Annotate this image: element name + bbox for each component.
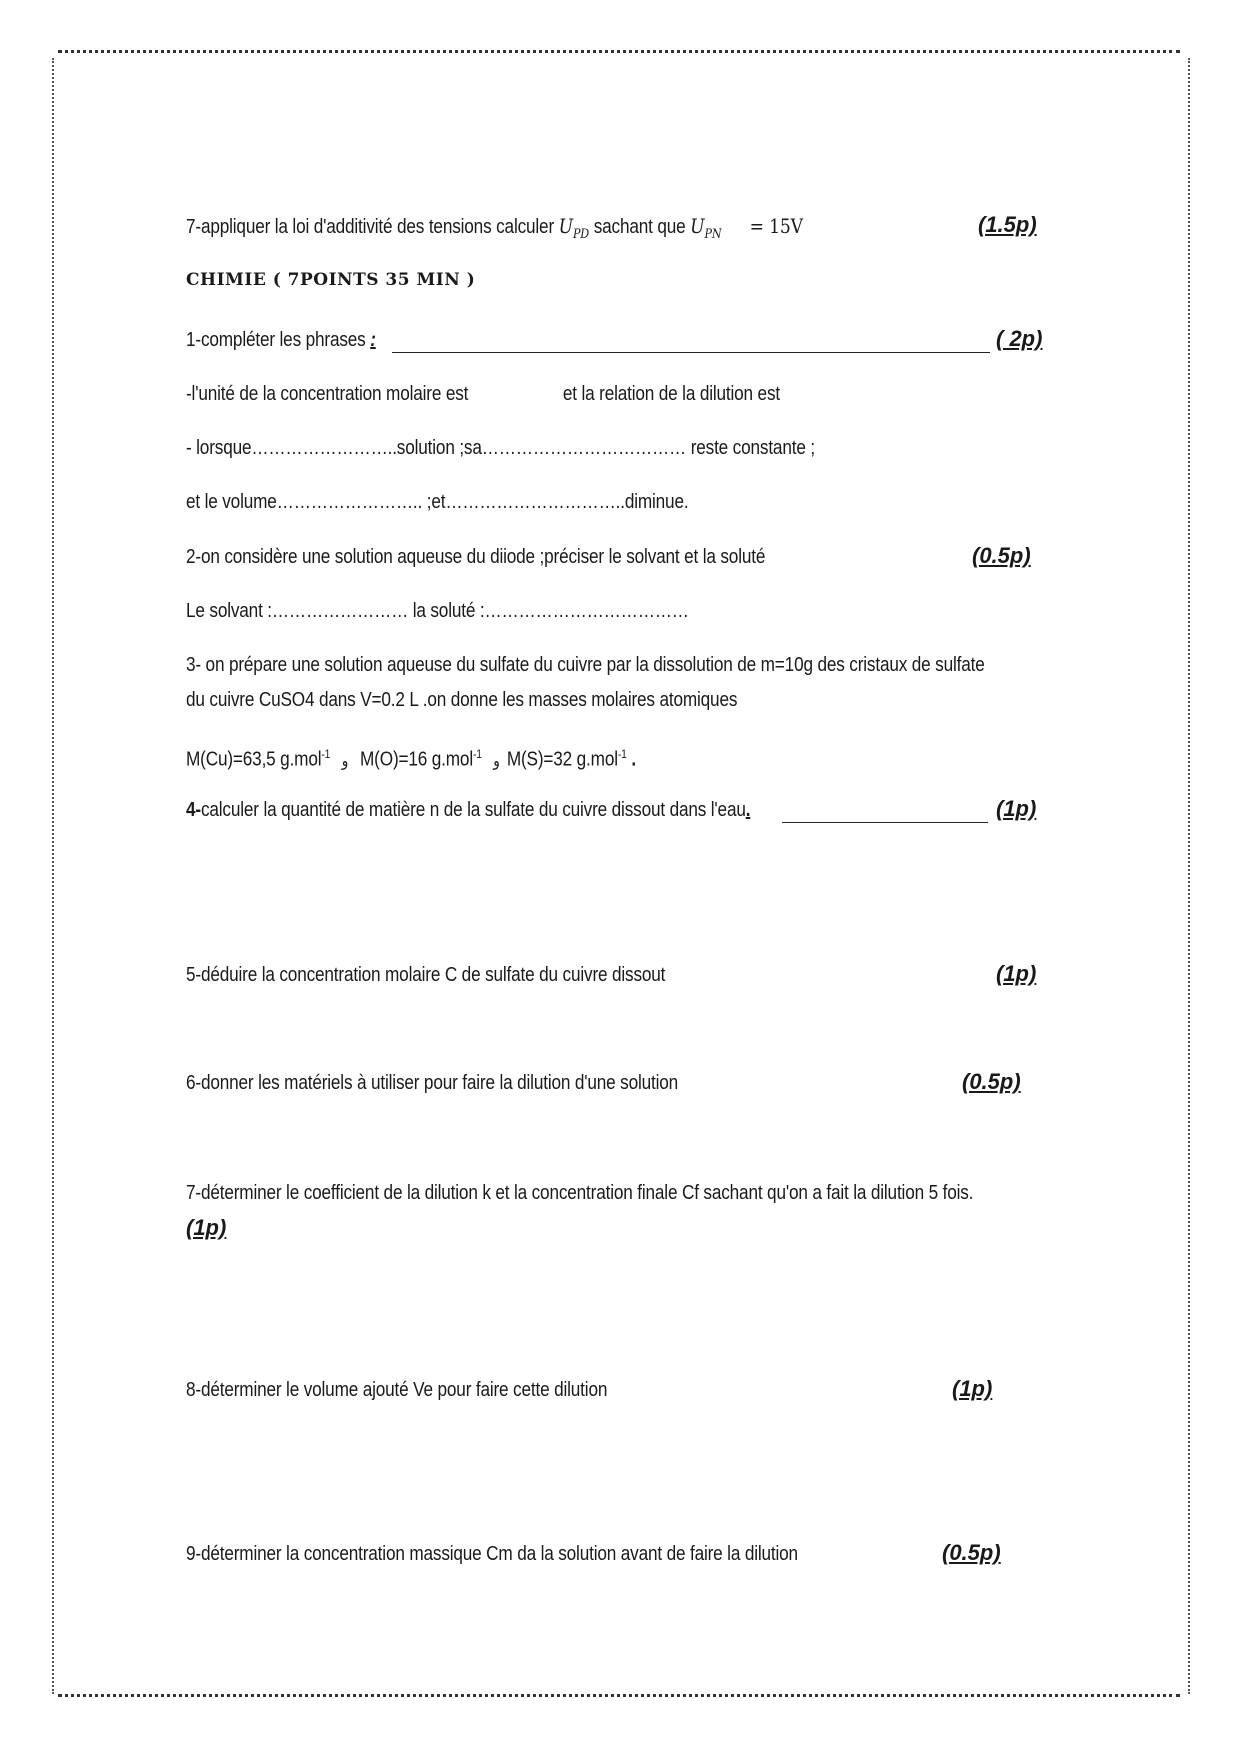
points-q1: ( 2p) — [996, 326, 1043, 351]
page-border-right — [1188, 58, 1190, 1694]
phrase-3: et le volume…………………….. ;et…………………………..diminue. — [186, 491, 689, 513]
chimie-question-2: 2-on considère une solution aqueuse du diiode ;préciser le solvant et la soluté — [186, 546, 766, 568]
chimie-question-9: 9-déterminer la concentration massique Cm da la solution avant de faire la dilution — [186, 1543, 798, 1565]
points-q2: (0.5p) — [972, 543, 1031, 568]
chimie-question-3-line1: 3- on prépare une solution aqueuse du sulfate du cuivre par la dissolution de m=10g des cristaux de sulfate — [186, 654, 985, 676]
chimie-question-1: 1-compléter les phrases : — [186, 329, 376, 351]
points-q4: (1p) — [996, 796, 1037, 821]
u-pd-symbol: $U_{PD}$ — [558, 214, 590, 242]
points-q6: (0.5p) — [962, 1069, 1021, 1094]
points-q9: (0.5p) — [942, 1540, 1001, 1565]
chimie-question-5: 5-déduire la concentration molaire C de sulfate du cuivre dissout — [186, 964, 666, 986]
underline-q1 — [392, 352, 990, 353]
page-border-bottom — [58, 1694, 1180, 1697]
chimie-question-4: 4-calculer la quantité de matière n de la sulfate du cuivre dissout dans l'eau. — [186, 799, 751, 821]
chimie-question-7: 7-déterminer le coefficient de la dilution k et la concentration finale Cf sachant qu'on a fait la dilution 5 fois. — [186, 1182, 974, 1204]
points-q7: (1p) — [186, 1215, 227, 1240]
u-pn-symbol: $U_{PN}$ — [690, 214, 722, 242]
molar-masses: M(Cu)=63,5 g.mol$^{-1}$ و M(O)=16 g.mol$^{-1}$ و M(S)=32 g.mol$^{-1}$ . — [186, 747, 636, 771]
page-border-left — [52, 58, 54, 1694]
points-q5: (1p) — [996, 961, 1037, 986]
underline-q4 — [782, 822, 988, 823]
phrase-1: -l'unité de la concentration molaire est et la relation de la dilution est — [186, 383, 780, 405]
chimie-question-6: 6-donner les matériels à utiliser pour faire la dilution d'une solution — [186, 1072, 679, 1094]
q2-answer-line: Le solvant :…………………… la soluté :……………………………… — [186, 600, 689, 622]
points-physique-q7: (1.5p) — [978, 212, 1037, 237]
section-title-chimie: CHIMIE ( 7POINTS 35 MIN ) — [186, 270, 476, 290]
chimie-question-8: 8-déterminer le volume ajouté Ve pour faire cette dilution — [186, 1379, 608, 1401]
page-border-top — [58, 50, 1180, 53]
physique-question-7: 7-appliquer la loi d'additivité des tensions calculer $U_{PD}$ sachant que $U_{PN} = 15V$ — [186, 214, 803, 242]
phrase-2: - lorsque……………………..solution ;sa……………………………… reste constante ; — [186, 437, 815, 459]
u-pn-value: = 15V — [749, 214, 803, 238]
points-q8: (1p) — [952, 1376, 993, 1401]
chimie-question-3-line2: du cuivre CuSO4 dans V=0.2 L .on donne les masses molaires atomiques — [186, 689, 738, 711]
